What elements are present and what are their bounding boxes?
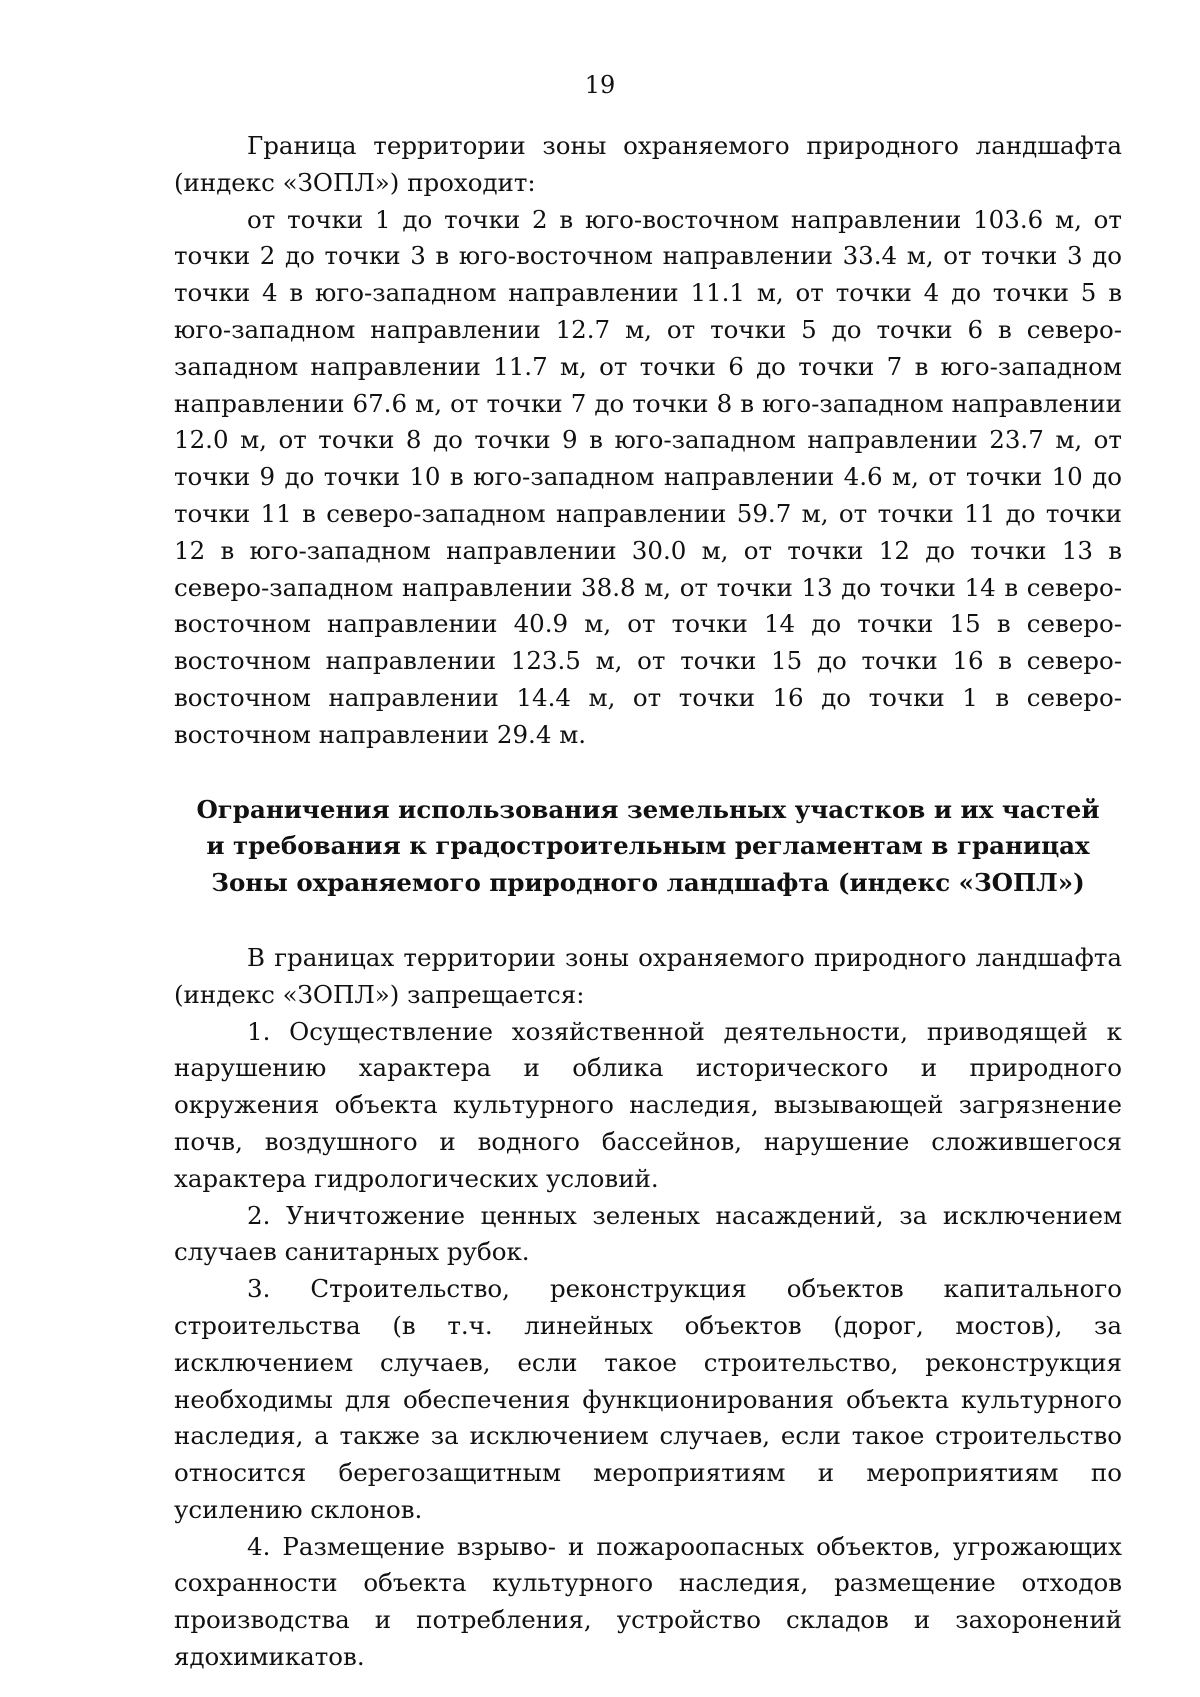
restriction-item-4: 4. Размещение взрыво- и пожароопасных объектов, угрожающих сохранности объекта культурного наследия, размещение отходов производства и потребления, устройство складов и захоронений ядохимикатов. [174, 1531, 1122, 1672]
page-number: 19 [584, 71, 616, 99]
section-heading-line: Зоны охраняемого природного ландшафта (индекс «ЗОПЛ») [211, 868, 1085, 898]
section-heading-line: Ограничения использования земельных участков и их частей [196, 794, 1100, 824]
restriction-item-2: 2. Уничтожение ценных зеленых насаждений, за исключением случаев санитарных рубок. [174, 1200, 1122, 1267]
page-content [174, 128, 1122, 1676]
boundary-route-paragraph: от точки 1 до точки 2 в юго-восточном направлении 103.6 м, от точки 2 до точки 3 в юго-восточном направлении 33.4 м, от точки 3 до точки 4 в юго-западном направлении 11.1 м, от точки 4 до точки 5 в юго-западном направлении 12.7 м, от точки 5 до точки 6 в северо-западном направлении 11.7 м, от точки 6 до точки 7 в юго-западном направлении 67.6 м, от точки 7 до точки 8 в юго-западном направлении 12.0 м, от точки 8 до точки 9 в юго-западном направлении 23.7 м, от точки 9 до точки 10 в юго-западном направлении 4.6 м, от точки 10 до точки 11 в северо-западном направлении 59.7 м, от точки 11 до точки 12 в юго-западном направлении 30.0 м, от точки 12 до точки 13 в северо-западном направлении 38.8 м, от точки 13 до точки 14 в северо-восточном направлении 40.9 м, от точки 14 до точки 15 в северо-восточном направлении 123.5 м, от точки 15 до точки 16 в северо-восточном направлении 14.4 м, от точки 16 до точки 1 в северо-восточном направлении 29.4 м. [174, 204, 1122, 749]
restrictions-intro-paragraph: В границах территории зоны охраняемого природного ландшафта (индекс «ЗОПЛ») запрещается: [174, 942, 1122, 1009]
restriction-item-3: 3. Строительство, реконструкция объектов капитального строительства (в т.ч. линейных объектов (дорог, мостов), за исключением случаев, если такое строительство, реконструкция необходимы для обеспечения функционирования объекта культурного наследия, а также за исключением случаев, если такое строительство относится берегозащитным мероприятиям и мероприятиям по усилению склонов. [174, 1274, 1122, 1524]
boundary-intro-paragraph: Граница территории зоны охраняемого природного ландшафта (индекс «ЗОПЛ») проходит: [174, 131, 1122, 197]
restriction-item-1: 1. Осуществление хозяйственной деятельности, приводящей к нарушению характера и облика исторического и природного окружения объекта культурного наследия, вызывающей загрязнение почв, воздушного и водного бассейнов, нарушение сложившегося характера гидрологических условий. [174, 1016, 1122, 1193]
section-heading [174, 792, 1122, 902]
section-heading-line: и требования к градостроительным регламентам в границах [206, 831, 1090, 861]
